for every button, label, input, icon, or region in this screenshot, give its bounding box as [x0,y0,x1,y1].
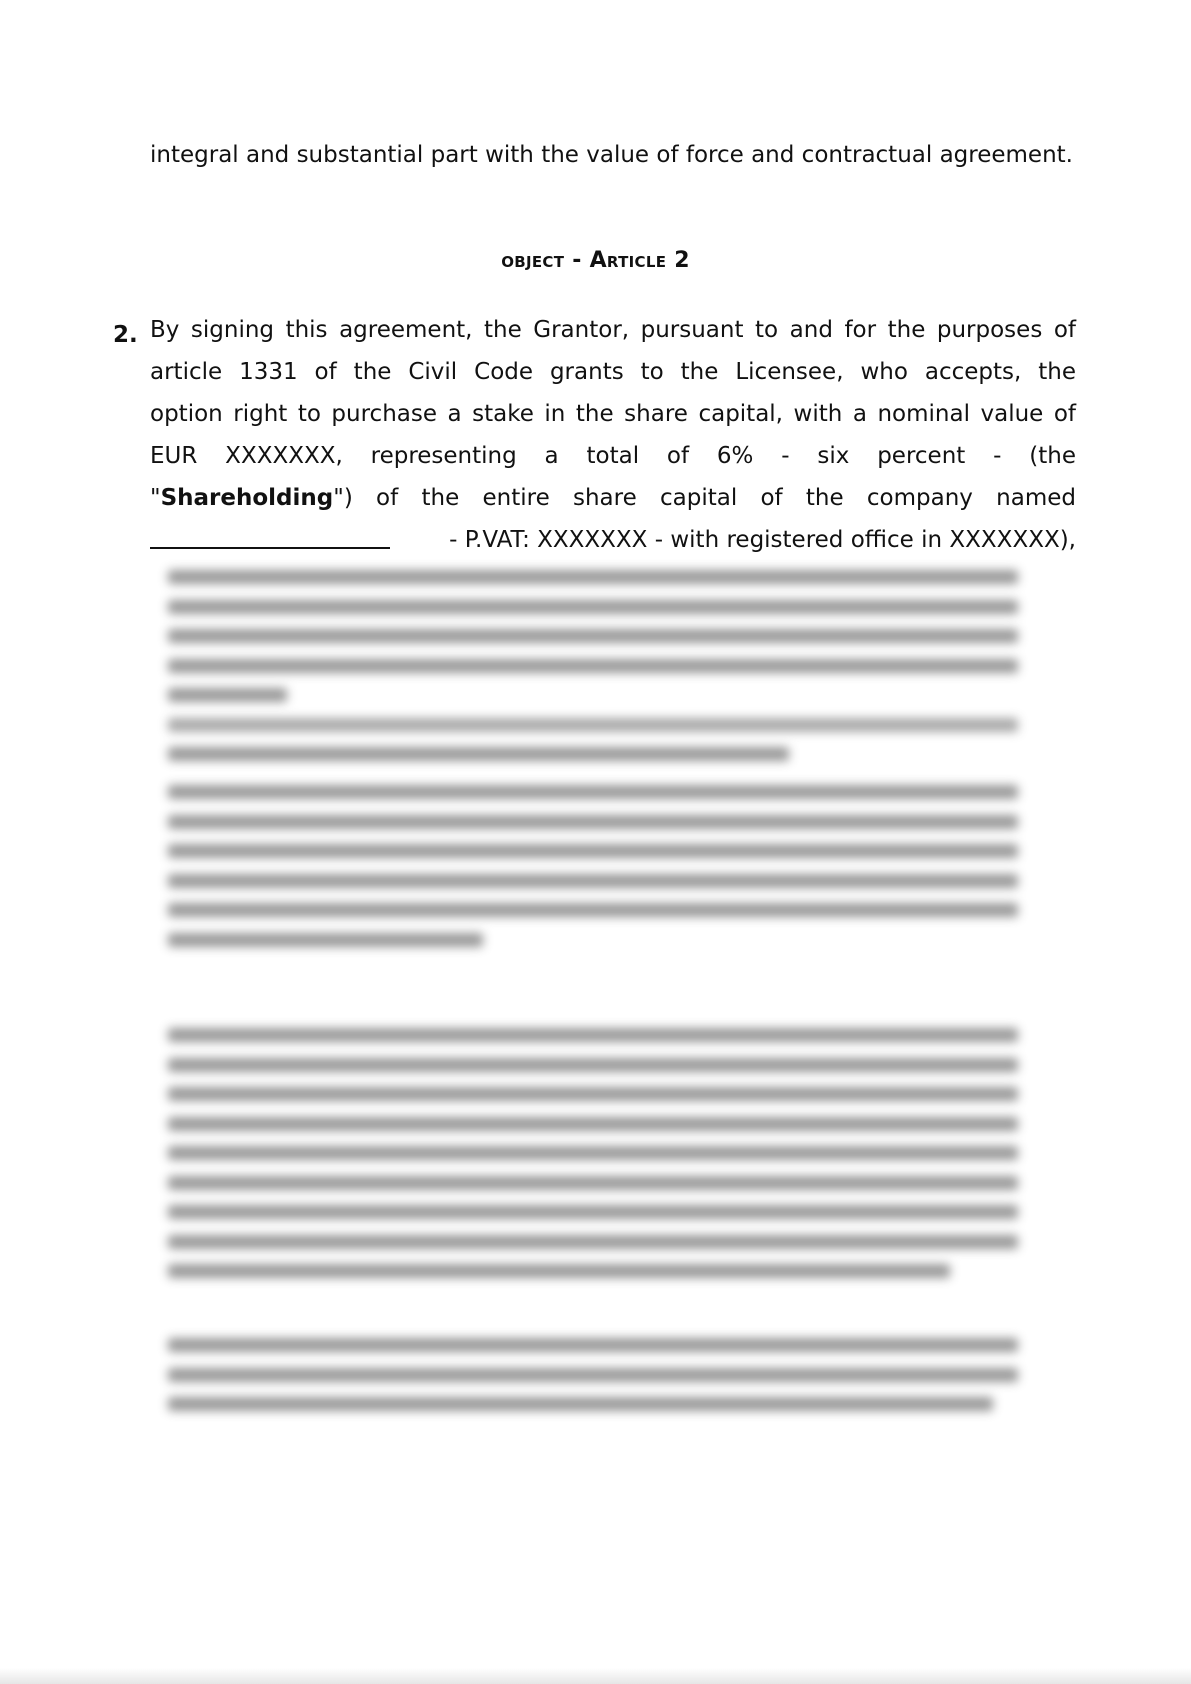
article-line-5-rest: ") of the entire share capital of the company named [333,485,1076,511]
article-line-1: By signing this agreement, the Grantor, pursuant to and for the purposes of [150,317,1076,343]
heading-article-label: Article 2 [589,248,690,273]
blurred-paragraph-1 [168,570,1018,777]
blurred-preview-content [150,560,1076,1480]
open-quote: " [150,485,161,511]
heading-object-label: object [501,248,565,273]
article-heading [0,248,1191,273]
article-line-4: EUR XXXXXXX, representing a total of 6% - six percent - (the [150,443,1076,469]
article-line-6-rest: - P.VAT: XXXXXXX - with registered office in XXXXXXX), [449,527,1076,553]
blurred-paragraph-4 [168,1338,1018,1427]
intro-paragraph: integral and substantial part with the value of force and contractual agreement. [150,142,1073,168]
article-paragraph [150,309,1076,561]
article-line-6 [150,519,1076,561]
shareholding-term: Shareholding [160,485,334,511]
heading-dash: - [564,248,590,273]
article-line-5 [150,477,1076,519]
article-line-2: article 1331 of the Civil Code grants to the Licensee, who accepts, the [150,359,1076,385]
article-line-3: option right to purchase a stake in the share capital, with a nominal value of [150,401,1076,427]
blurred-paragraph-3 [168,1028,1018,1294]
blurred-paragraph-2 [168,785,1018,962]
article-number: 2. [113,322,138,348]
company-name-blank [150,519,390,549]
page-bottom-shadow [0,1668,1191,1684]
